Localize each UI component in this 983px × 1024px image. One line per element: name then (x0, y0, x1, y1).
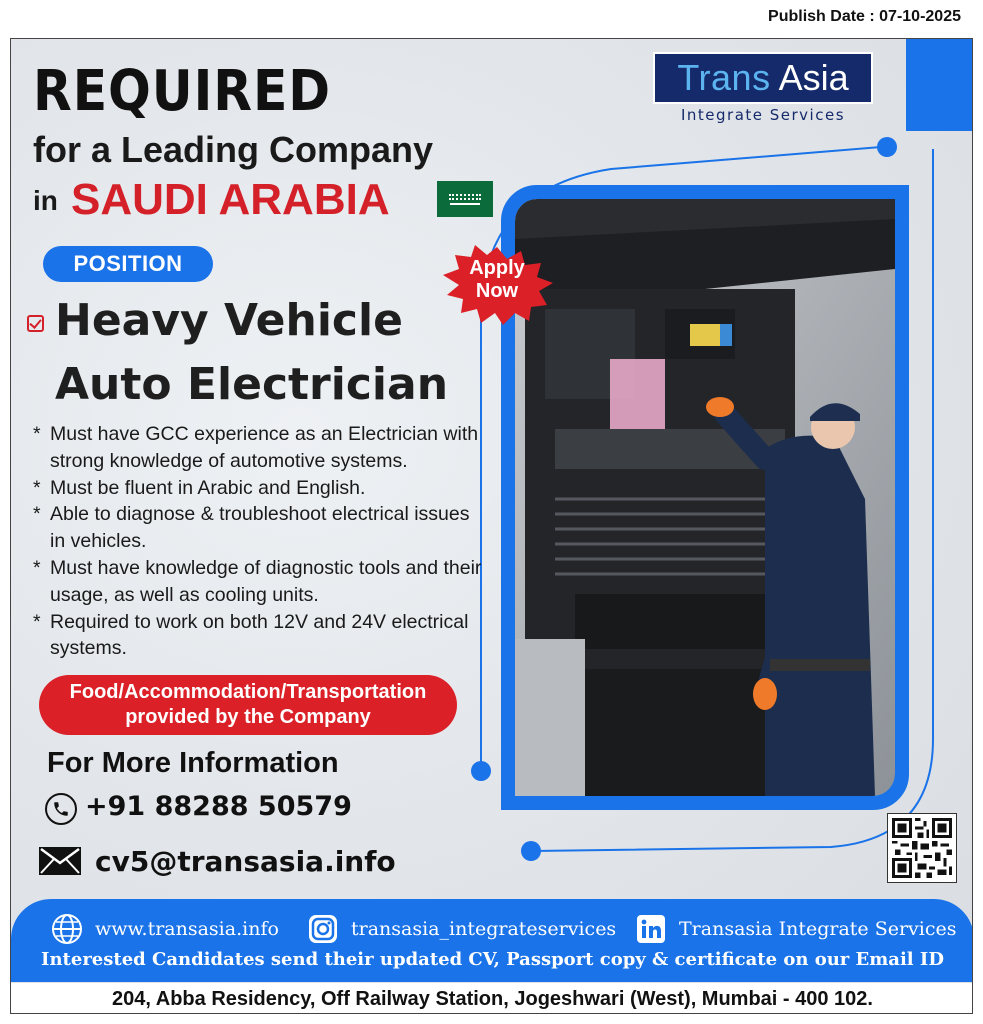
linkedin-icon (635, 913, 667, 945)
footer-linkedin-text: Transasia Integrate Services (679, 918, 957, 940)
footer-instagram[interactable] (307, 913, 616, 945)
check-icon (27, 315, 44, 332)
mechanic-photo (515, 199, 895, 796)
job-title-line1: Heavy Vehicle (55, 295, 403, 346)
contact-phone[interactable]: +91 88288 50579 (85, 791, 352, 822)
logo-trans: Trans (677, 57, 771, 98)
benefits-line2: provided by the Company (125, 706, 371, 728)
benefits-line1: Food/Accommodation/Transportation (69, 681, 427, 703)
footer-website-text: www.transasia.info (95, 918, 279, 940)
qr-code[interactable] (887, 813, 957, 883)
job-poster (10, 38, 973, 1014)
headline-in: in (33, 185, 58, 216)
saudi-flag (437, 181, 493, 217)
logo-subtitle: Integrate Services (680, 106, 846, 124)
mail-icon (39, 847, 81, 875)
apply-line1: Apply (469, 257, 525, 279)
requirement-item: * Able to diagnose & troubleshoot electrical issues in vehicles. (33, 501, 483, 555)
requirement-item: * Must be fluent in Arabic and English. (33, 475, 483, 502)
headline-country: SAUDI ARABIA (71, 175, 390, 224)
headline-company: for a Leading Company (33, 129, 434, 170)
logo-asia: Asia (778, 57, 849, 98)
photo-frame (501, 185, 909, 810)
job-title-line2: Auto Electrician (55, 359, 449, 410)
benefits-banner (39, 675, 457, 735)
contact-heading: For More Information (47, 747, 339, 779)
publish-date: Publish Date : 07-10-2025 (768, 8, 961, 25)
requirement-item: * Must have GCC experience as an Electrician with strong knowledge of automotive systems. (33, 421, 483, 475)
footer-linkedin[interactable] (635, 913, 957, 945)
instagram-icon (307, 913, 339, 945)
requirement-item: * Must have knowledge of diagnostic tools and their usage, as well as cooling units. (33, 555, 483, 609)
apply-now-badge[interactable] (437, 257, 557, 303)
phone-icon (45, 793, 77, 825)
headline-required: REQUIRED (33, 59, 332, 124)
globe-icon (51, 913, 83, 945)
footer-note: Interested Candidates send their updated CV, Passport copy & certificate on our Email ID (41, 949, 944, 970)
requirement-item: * Required to work on both 12V and 24V electrical systems. (33, 609, 483, 663)
position-label: POSITION (43, 246, 213, 282)
office-address: 204, Abba Residency, Off Railway Station, Jogeshwari (West), Mumbai - 400 102. (11, 983, 973, 1014)
footer-instagram-text: transasia_integrateservices (351, 918, 617, 940)
requirements-list (33, 421, 483, 662)
apply-line2: Now (475, 280, 519, 302)
company-logo (653, 52, 873, 126)
footer-website[interactable] (51, 913, 279, 945)
contact-email[interactable]: cv5@transasia.info (95, 845, 396, 878)
